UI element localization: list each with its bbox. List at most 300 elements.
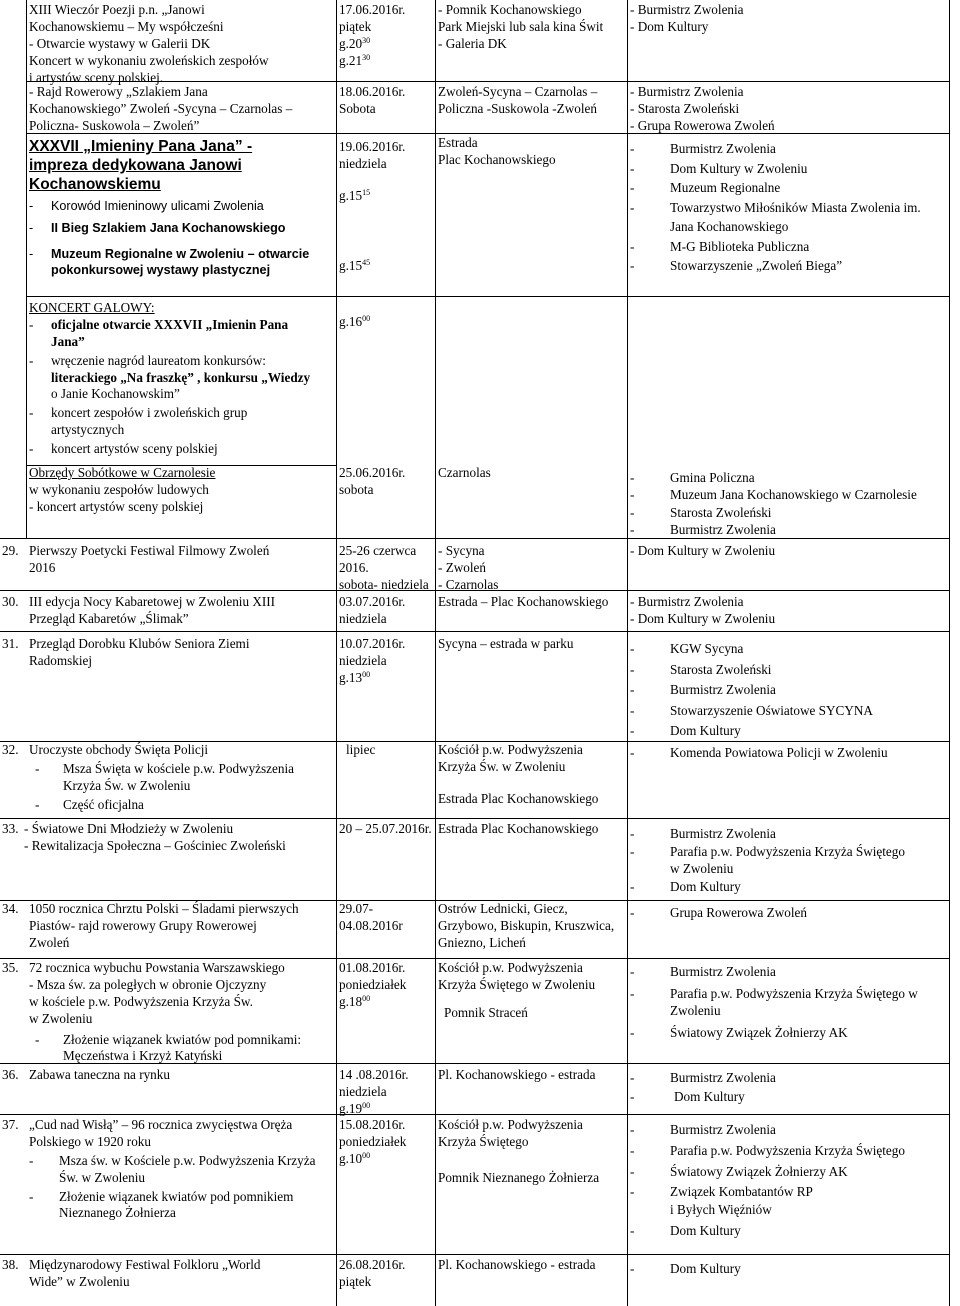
dash: - (630, 661, 635, 677)
organizer-item (630, 701, 948, 722)
place-line: - Zwoleń (438, 559, 486, 575)
dash: - (630, 258, 635, 273)
dash: - (630, 1070, 635, 1085)
list-item-text (51, 353, 310, 404)
list-item-text (63, 1032, 301, 1066)
organizer-text: Starosta Zwoleński (670, 504, 772, 520)
place-cell (438, 742, 626, 808)
organizer-cell (630, 1121, 948, 1240)
event-heading: KONCERT GALOWY: (29, 300, 155, 315)
dash: - (630, 702, 635, 718)
list-item-text: II Bieg Szlakiem Jana Kochanowskiego (51, 221, 286, 236)
organizer-item (630, 1069, 948, 1088)
date-line: 17.06.2016r. (339, 2, 406, 17)
organizer-text: Dom Kultury (670, 1222, 741, 1238)
column-divider-3 (627, 0, 628, 1306)
dash: - (630, 723, 635, 739)
organizer-cell (630, 905, 948, 922)
event-cell (29, 1117, 335, 1222)
place-cell (438, 543, 626, 594)
date-line: poniedziałek (339, 976, 407, 992)
organizer-text (670, 985, 918, 1020)
organizer-cell (630, 84, 948, 135)
event-cell (24, 821, 335, 855)
place-line: Ostrów Lednicki, Giecz, (438, 901, 568, 916)
organizer-line: - Dom Kultury w Zwoleniu (630, 543, 776, 558)
row-divider (0, 1114, 950, 1115)
time-hour: g.15 (339, 188, 363, 203)
row-divider (0, 631, 950, 632)
organizer-cell (630, 594, 948, 628)
dash: - (630, 1024, 635, 1040)
date-line: 15.08.2016r. (339, 1117, 406, 1132)
dash: - (35, 1031, 40, 1047)
event-line: Policzna- Suskowola – Zwoleń” (29, 117, 200, 133)
organizer-text: Burmistrz Zwolenia (670, 964, 776, 979)
organizer-item (630, 1024, 948, 1042)
organizer-text: Światowy Związek Żołnierzy AK (670, 1024, 848, 1040)
event-line: - Rewitalizacja Społeczna – Gościniec Zwoleński (24, 837, 286, 853)
list-item-line: artystycznych (51, 422, 125, 438)
organizer-text: Burmistrz Zwolenia (670, 521, 776, 537)
dash: - (630, 641, 635, 656)
time-line (339, 314, 434, 331)
list-item (29, 441, 335, 458)
list-item-line: Muzeum Regionalne w Zwoleniu – otwarcie (51, 247, 310, 262)
date-line: niedziela (339, 610, 387, 626)
date-line: 01.08.2016r. (339, 960, 406, 975)
place-line: Policzna -Suskowola -Zwoleń (438, 100, 597, 116)
organizer-item (630, 878, 948, 896)
list-item-line: Złożenie wiązanek kwiatów pod pomnikiem (59, 1188, 294, 1204)
place-line: Krzyża Św. w Zwoleniu (438, 758, 566, 774)
time-hour: g.19 (339, 1100, 363, 1116)
dash: - (630, 1222, 635, 1238)
organizer-item (630, 178, 948, 198)
organizer-text: Dom Kultury (670, 879, 741, 895)
list-item-text (63, 761, 294, 795)
event-cell (29, 636, 335, 670)
time-hour: g.15 (339, 258, 363, 273)
event-line: - Rajd Rowerowy „Szlakiem Jana (29, 84, 208, 99)
event-line: Zwoleń (29, 934, 70, 950)
date-line: sobota- niedziela (339, 576, 429, 592)
organizer-line: w Zwoleniu (670, 861, 734, 877)
heading-line: Kochanowskiemu (29, 176, 161, 193)
organizer-text: Muzeum Regionalne (670, 180, 781, 195)
list-item (29, 246, 335, 278)
organizer-line: - Burmistrz Zwolenia (630, 594, 744, 609)
time-minutes: 00 (362, 314, 371, 323)
place-cell (438, 2, 626, 53)
time-line (339, 1101, 434, 1118)
place-line: Estrada – Plac Kochanowskiego (438, 594, 609, 609)
organizer-text: Burmistrz Zwolenia (670, 1122, 776, 1137)
place-cell (438, 1067, 626, 1084)
time-line (339, 670, 434, 687)
organizer-cell (630, 825, 948, 896)
event-line: „Cud nad Wisłą” – 96 rocznica zwycięstwa Oręża (29, 1117, 293, 1132)
place-cell (438, 1257, 626, 1274)
organizer-item (630, 745, 948, 762)
organizer-text: Gmina Policzna (670, 470, 755, 485)
date-cell (339, 960, 434, 1011)
time-cell (339, 258, 434, 275)
event-line: Przegląd Kabaretów „Ślimak” (29, 610, 189, 626)
date-line: 25.06.2016r. (339, 465, 406, 480)
dash: - (630, 521, 635, 537)
border-right (949, 0, 950, 1306)
place-cell (438, 84, 626, 118)
organizer-cell (630, 1069, 948, 1106)
event-cell (29, 2, 335, 86)
list-item (29, 198, 335, 214)
event-line: w kościele p.w. Podwyższenia Krzyża Św. (29, 993, 253, 1009)
dash: - (630, 1122, 635, 1137)
dash: - (630, 160, 635, 176)
list-item-text: Część oficjalna (63, 796, 144, 812)
date-cell (346, 742, 434, 759)
event-line: Polskiego w 1920 roku (29, 1133, 151, 1149)
heading-line: XXXVII „Imieniny Pana Jana” - (29, 138, 253, 155)
date-cell (339, 1117, 434, 1168)
event-line: Pierwszy Poetycki Festiwal Filmowy Zwoleń (29, 543, 270, 558)
place-line: Grzybowo, Biskupin, Kruszwica, (438, 917, 615, 933)
list-item-line: Jana” (51, 333, 85, 349)
organizer-text: Burmistrz Zwolenia (670, 1070, 776, 1085)
list-item-text (59, 1189, 293, 1223)
time-line (339, 1151, 434, 1168)
date-line: poniedziałek (339, 1133, 407, 1149)
row-number: 29. (2, 543, 19, 558)
organizer-text: Burmistrz Zwolenia (670, 141, 776, 156)
organizer-text: Burmistrz Zwolenia (670, 826, 776, 841)
date-cell (339, 465, 434, 499)
date-cell (339, 1257, 434, 1291)
organizer-text: KGW Sycyna (670, 641, 744, 656)
organizer-line: Parafia p.w. Podwyższenia Krzyża Świętego (670, 843, 905, 859)
event-cell (29, 742, 335, 814)
organizer-line: Towarzystwo Miłośników Miasta Zwolenia im. (670, 199, 921, 215)
organizer-text: Starosta Zwoleński (670, 661, 772, 677)
place-line: Krzyża Świętego (438, 1133, 529, 1149)
time-line (339, 53, 434, 70)
date-cell (339, 139, 434, 173)
list-item-line: Msza św. w Kościele p.w. Podwyższenia Krzyża (59, 1152, 316, 1168)
place-line: Park Miejski lub sala kina Świt (438, 18, 604, 34)
place-line: Pomnik Nieznanego Żołnierza (438, 1169, 600, 1185)
dash: - (630, 879, 635, 895)
event-cell (29, 901, 341, 952)
list-item-text (59, 1153, 315, 1187)
row-number: 32. (2, 742, 19, 757)
time-line (339, 258, 434, 275)
dash: - (630, 238, 635, 254)
event-line: Piastów- rajd rowerowy Grupy Rowerowej (29, 917, 257, 933)
date-line: niedziela (339, 652, 387, 668)
place-cell (438, 594, 626, 611)
row-divider (0, 958, 950, 959)
row-divider (0, 818, 950, 819)
organizer-item (630, 237, 948, 257)
dash: - (630, 843, 635, 859)
place-line: Gniezno, Licheń (438, 934, 526, 950)
event-line: Kochanowskiego” Zwoleń -Sycyna – Czarnolas – (29, 100, 293, 116)
event-line: i artystów sceny polskiej. (29, 69, 164, 85)
list-item-line: pokonkursowej wystawy plastycznej (51, 263, 271, 278)
event-cell (29, 300, 335, 458)
list-item-line: wręczenie nagród laureatom konkursów: (51, 352, 266, 368)
organizer-text: Stowarzyszenie Oświatowe SYCYNA (670, 702, 873, 718)
place-cell (438, 960, 626, 1022)
dash: - (630, 985, 635, 1001)
organizer-item (630, 256, 948, 276)
organizer-text (670, 198, 921, 237)
date-line: 10.07.2016r. (339, 636, 406, 651)
time-minutes: 45 (362, 258, 371, 267)
date-line: 25-26 czerwca (339, 543, 417, 558)
row-number: 31. (2, 636, 19, 651)
list-item-text (51, 246, 309, 278)
list-item-line: Nieznanego Żołnierza (59, 1205, 176, 1221)
organizer-cell (630, 1261, 948, 1278)
place-cell (438, 901, 626, 952)
organizer-text: Parafia p.w. Podwyższenia Krzyża Świętego (670, 1142, 905, 1158)
date-line: piątek (339, 1273, 372, 1289)
event-line: Przegląd Dorobku Klubów Seniora Ziemi (29, 636, 250, 651)
place-line: Kościół p.w. Podwyższenia (438, 742, 583, 757)
organizer-item (630, 1261, 948, 1278)
time-minutes: 00 (362, 669, 371, 679)
organizer-cell (630, 639, 948, 742)
list-item (29, 405, 335, 439)
list-item-text (51, 317, 288, 351)
organizer-text: Dom Kultury (670, 723, 741, 739)
time-line (339, 188, 434, 205)
organizer-item (630, 985, 948, 1020)
organizer-item (630, 1222, 948, 1240)
organizer-text: Światowy Związek Żołnierzy AK (670, 1163, 848, 1179)
row-divider (26, 296, 950, 297)
date-cell (339, 636, 434, 687)
row-number: 36. (2, 1067, 19, 1082)
list-item-line: literackiego „Na fraszkę” , konkursu „Wiedzy (51, 369, 311, 385)
event-cell (29, 594, 335, 628)
organizer-item (630, 159, 948, 179)
organizer-item (630, 639, 948, 660)
dash: - (35, 760, 40, 776)
time-minutes: 30 (362, 52, 371, 62)
organizer-cell (630, 745, 948, 762)
event-line: Koncert w wykonaniu zwoleńskich zespołów (29, 52, 269, 68)
organizer-item (630, 1121, 948, 1139)
dash: - (630, 1163, 635, 1179)
event-line: Zabawa taneczna na rynku (29, 1067, 170, 1082)
dash: - (29, 221, 34, 236)
place-line: - Pomnik Kochanowskiego (438, 2, 582, 17)
event-cell (29, 137, 335, 278)
dash: - (29, 441, 34, 457)
organizer-text: Stowarzyszenie „Zwoleń Biega” (670, 258, 843, 273)
organizer-item (630, 963, 948, 981)
place-line: Plac Kochanowskiego (438, 151, 556, 167)
place-cell (438, 135, 626, 169)
time-line (339, 994, 434, 1011)
organizer-text: Dom Kultury (674, 1088, 745, 1104)
time-cell (339, 314, 434, 331)
place-line: - Galeria DK (438, 35, 507, 51)
row-number: 33. (2, 821, 19, 836)
date-line: 26.08.2016r. (339, 1257, 406, 1272)
list-item-line: koncert zespołów i zwoleńskich grup (51, 405, 248, 421)
row-number: 38. (2, 1257, 19, 1272)
date-line: Sobota (339, 100, 376, 116)
list-item (29, 1189, 335, 1223)
event-line: - koncert artystów sceny polskiej (29, 498, 204, 514)
date-line: 04.08.2016r (339, 917, 403, 933)
place-cell (438, 636, 626, 653)
place-line: Estrada (438, 135, 478, 150)
organizer-item (630, 486, 948, 503)
dash: - (630, 964, 635, 979)
organizer-text: Komenda Powiatowa Policji w Zwoleniu (670, 745, 888, 760)
date-line: 19.06.2016r. (339, 139, 406, 154)
event-line: 2016 (29, 559, 56, 575)
organizer-text (670, 843, 905, 878)
organizer-item (630, 843, 948, 878)
place-line: Pl. Kochanowskiego - estrada (438, 1257, 596, 1272)
organizer-line: - Dom Kultury w Zwoleniu (630, 610, 776, 626)
dash: - (630, 504, 635, 520)
row-number: 35. (2, 960, 19, 975)
row-divider (0, 1254, 950, 1255)
organizer-cell (630, 543, 948, 560)
dash: - (29, 1188, 34, 1204)
column-divider-2 (435, 0, 436, 1306)
dash: - (630, 1088, 635, 1104)
organizer-cell (630, 139, 948, 276)
place-line: Estrada Plac Kochanowskiego (438, 821, 599, 836)
time-hour: g.21 (339, 52, 363, 68)
list-item-line: Złożenie wiązanek kwiatów pod pomnikami: (63, 1031, 302, 1047)
organizer-text: Dom Kultury (670, 1261, 741, 1276)
list-item (29, 1032, 335, 1066)
organizer-item (630, 905, 948, 922)
dash: - (29, 199, 34, 213)
list-item-text (51, 405, 247, 439)
dash: - (630, 1184, 635, 1200)
organizer-line: - Grupa Rowerowa Zwoleń (630, 117, 775, 133)
dash: - (630, 682, 635, 698)
organizer-item (630, 198, 948, 237)
dash: - (630, 487, 635, 503)
dash: - (29, 1152, 34, 1168)
organizer-item (630, 1088, 948, 1107)
organizer-item (630, 1163, 948, 1181)
event-heading (29, 137, 335, 194)
organizer-line: i Byłych Więźniów (670, 1202, 772, 1218)
event-cell (29, 960, 335, 1065)
date-cell (339, 543, 449, 594)
organizer-cell (630, 963, 948, 1041)
time-minutes: 15 (362, 188, 371, 197)
place-line: Krzyża Świętego w Zwoleniu (438, 976, 596, 992)
dash: - (630, 905, 635, 920)
row-number: 37. (2, 1117, 19, 1132)
date-line: sobota (339, 481, 374, 497)
place-line: Czarnolas (438, 465, 491, 480)
place-line: - Czarnolas (438, 576, 499, 592)
organizer-item (630, 139, 948, 159)
time-minutes: 30 (362, 35, 371, 45)
organizer-cell (630, 469, 948, 538)
date-line: niedziela (339, 1083, 387, 1099)
place-line: - Sycyna (438, 543, 485, 558)
date-line: 20 – 25.07.2016r. (339, 821, 432, 836)
event-line: - Otwarcie wystawy w Galerii DK (29, 35, 211, 51)
time-hour: g.18 (339, 993, 363, 1009)
row-number: 30. (2, 594, 19, 609)
dash: - (35, 796, 40, 812)
time-hour: g.20 (339, 35, 363, 51)
place-line: Sycyna – estrada w parku (438, 636, 574, 651)
event-cell (29, 1067, 335, 1084)
date-line: lipiec (346, 742, 376, 757)
organizer-text: Dom Kultury w Zwoleniu (670, 160, 808, 176)
event-line: Wide” w Zwoleniu (29, 1273, 130, 1289)
dash: - (630, 1261, 635, 1276)
organizer-line: - Dom Kultury (630, 18, 709, 34)
dash: - (630, 1142, 635, 1158)
organizer-item (630, 1142, 948, 1160)
date-line: 2016. (339, 559, 369, 575)
organizer-line: - Burmistrz Zwolenia (630, 84, 744, 99)
date-line: 18.06.2016r. (339, 84, 406, 99)
organizer-text: Muzeum Jana Kochanowskiego w Czarnolesie (670, 487, 917, 503)
list-item (29, 797, 335, 814)
organizer-item (630, 721, 948, 742)
list-item (29, 353, 335, 404)
list-item (29, 220, 335, 236)
event-line: Uroczyste obchody Święta Policji (29, 742, 209, 757)
organizer-line: Związek Kombatantów RP (670, 1184, 813, 1200)
column-divider-1 (336, 0, 337, 1306)
organizer-item (630, 680, 948, 701)
event-line: Międzynarodowy Festiwal Folkloru „World (29, 1257, 261, 1272)
time-minutes: 00 (362, 993, 371, 1003)
event-line: Radomskiej (29, 652, 93, 668)
date-cell (339, 821, 449, 838)
organizer-text: Grupa Rowerowa Zwoleń (670, 905, 807, 920)
list-item-line: Św. w Zwoleniu (59, 1169, 145, 1185)
time-hour: g.16 (339, 314, 363, 329)
dash: - (630, 470, 635, 485)
date-cell (339, 2, 434, 70)
organizer-item (630, 825, 948, 843)
event-cell (29, 84, 335, 135)
time-line (339, 36, 434, 53)
dash: - (29, 247, 34, 262)
date-line: niedziela (339, 155, 387, 171)
heading-line: impreza dedykowana Janowi (29, 157, 242, 174)
event-line: - Światowe Dni Młodzieży w Zwoleniu (24, 821, 234, 836)
event-cell (29, 543, 335, 577)
organizer-item (630, 660, 948, 681)
list-item-text: koncert artystów sceny polskiej (51, 441, 218, 457)
place-line: Pl. Kochanowskiego - estrada (438, 1067, 596, 1082)
place-cell (438, 821, 626, 838)
dash: - (29, 316, 34, 332)
